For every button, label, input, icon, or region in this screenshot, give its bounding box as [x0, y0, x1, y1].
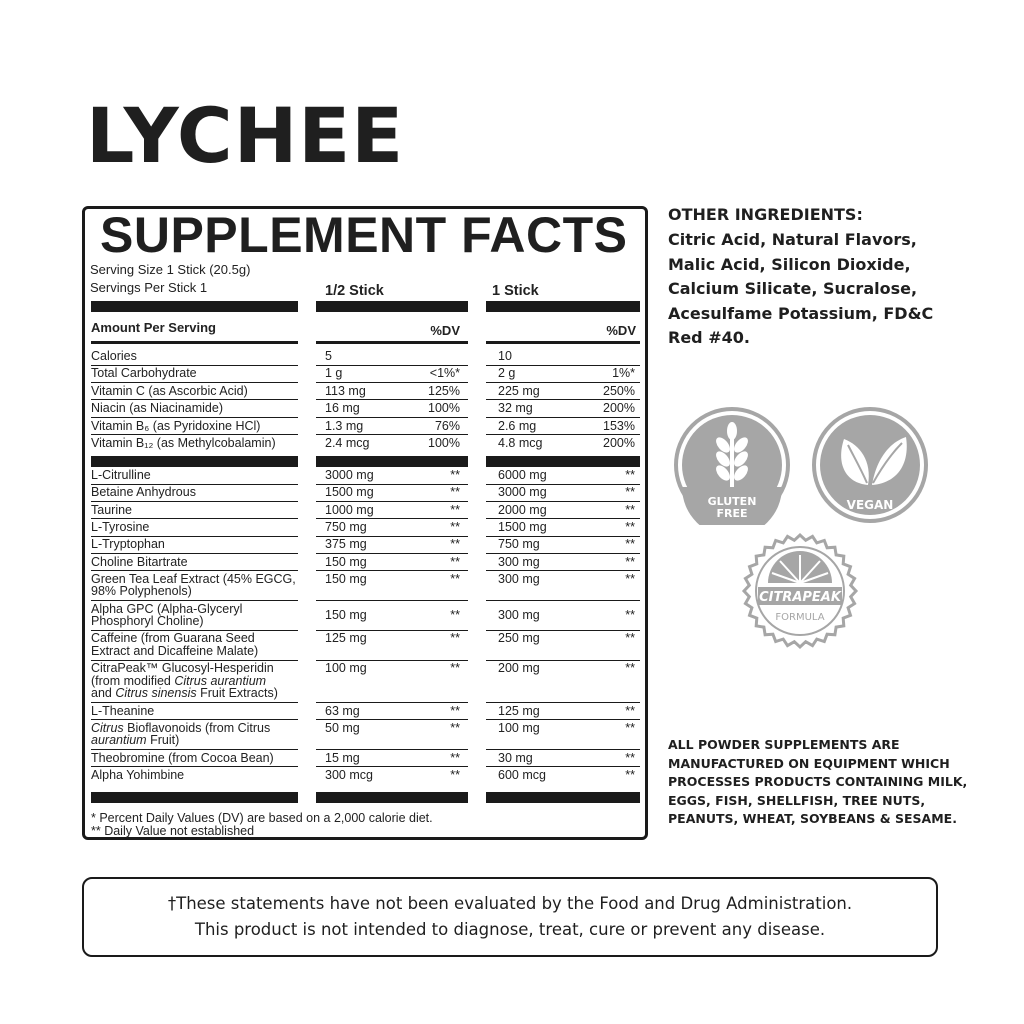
ingredient-half-dv: **	[450, 485, 460, 500]
column-half-stick: 1/2 Stick	[325, 283, 384, 299]
vitamin-full-amount: 2.6 mg	[498, 418, 537, 433]
flavor-title: LYCHEE	[86, 91, 405, 180]
divider-line	[91, 341, 298, 344]
ingredient-half-amount: 150 mg	[325, 571, 367, 586]
divider-bar	[316, 792, 468, 803]
ingredient-name-line: L-Citrulline	[91, 468, 151, 482]
ingredient-half-amount: 3000 mg	[325, 468, 374, 482]
ingredient-full-amount: 1500 mg	[498, 519, 547, 534]
vitamin-full-amount: 32 mg	[498, 401, 533, 416]
row-divider	[91, 702, 298, 703]
ingredient-half-dv: **	[450, 502, 460, 517]
ingredient-half-amount: 63 mg	[325, 703, 360, 718]
row-divider	[486, 382, 640, 383]
vitamin-half-amount: 1.3 mg	[325, 418, 364, 433]
vitamin-half-amount: 113 mg	[325, 383, 366, 398]
ingredient-name-line: Green Tea Leaf Extract (45% EGCG,	[91, 571, 296, 586]
vitamin-half-amount: 5	[325, 349, 332, 363]
ingredient-half-dv: **	[450, 554, 460, 569]
ingredient-name	[91, 769, 306, 782]
vitamin-half-dv: 76%	[434, 418, 460, 433]
supplement-facts-title: SUPPLEMENT FACTS	[100, 207, 628, 263]
ingredient-name-line: Alpha Yohimbine	[91, 767, 185, 782]
row-divider	[486, 553, 640, 554]
vitamin-full-dv: 200%	[603, 436, 635, 450]
row-divider	[486, 434, 640, 435]
ingredient-half-amount: 750 mg	[325, 519, 367, 534]
ingredient-name-line: (from modified Citrus aurantium	[91, 673, 267, 688]
ingredient-half-dv: **	[450, 750, 460, 765]
ingredient-full-dv: **	[625, 468, 635, 482]
ingredient-half-amount: 15 mg	[325, 750, 360, 765]
ingredient-full-amount: 300 mg	[498, 607, 540, 622]
ingredient-name-line: Citrus Bioflavonoids (from Citrus	[91, 720, 271, 735]
ingredient-full-dv: **	[625, 519, 635, 534]
disclaimer-line-2: This product is not intended to diagnose, treat, cure or prevent any disease.	[194, 920, 826, 939]
ingredient-full-amount: 250 mg	[498, 631, 540, 646]
ingredient-full-dv: **	[625, 537, 635, 552]
vitamin-half-amount: 16 mg	[325, 401, 360, 416]
divider-bar	[486, 792, 640, 803]
ingredient-full-dv: **	[625, 703, 635, 718]
ingredient-half-dv: **	[450, 720, 460, 735]
row-divider	[486, 600, 640, 601]
row-divider	[486, 749, 640, 750]
ingredient-name	[91, 632, 306, 657]
ingredient-half-amount: 150 mg	[325, 607, 367, 622]
ingredient-full-dv: **	[625, 502, 635, 517]
divider-bar	[316, 301, 468, 312]
ingredient-name-line: Extract and Dicaffeine Malate)	[91, 643, 259, 658]
row-divider	[316, 399, 468, 400]
vegan-label: VEGAN	[846, 498, 894, 512]
divider-bar	[486, 301, 640, 312]
other-ingredients-text: Citric Acid, Natural Flavors, Malic Acid, Silicon Dioxide, Calcium Silicate, Sucralose, Acesulfame Potassium, FD&C Red #40.	[668, 230, 934, 347]
row-divider	[91, 417, 298, 418]
row-divider	[91, 382, 298, 383]
ingredient-half-amount: 50 mg	[325, 720, 360, 735]
ingredient-full-amount: 600 mcg	[498, 767, 546, 782]
ingredient-name	[91, 752, 306, 765]
gluten-label-2: FREE	[716, 507, 748, 520]
ingredient-name	[91, 538, 306, 551]
ingredient-name	[91, 486, 306, 499]
row-divider	[316, 702, 468, 703]
row-divider	[91, 434, 298, 435]
row-divider	[486, 417, 640, 418]
ingredient-full-amount: 300 mg	[498, 571, 540, 586]
vitamin-full-amount: 10	[498, 349, 512, 363]
divider-line	[316, 341, 468, 344]
row-divider	[316, 434, 468, 435]
ingredient-half-dv: **	[450, 631, 460, 646]
divider-bar	[91, 456, 298, 467]
ingredient-name-line: L-Tryptophan	[91, 537, 165, 552]
ingredient-half-dv: **	[450, 468, 460, 482]
vitamin-name: Calories	[91, 349, 137, 363]
vitamin-half-amount: 1 g	[325, 366, 343, 381]
divider-bar	[486, 456, 640, 467]
ingredient-name-line: Phosphoryl Choline)	[91, 614, 204, 629]
vitamin-full-dv: 1%*	[612, 366, 635, 381]
ingredient-name	[91, 573, 306, 598]
ingredient-name	[91, 556, 306, 569]
vitamin-name: Vitamin B₁₂ (as Methylcobalamin)	[91, 436, 276, 450]
row-divider	[316, 749, 468, 750]
ingredient-full-dv: **	[625, 554, 635, 569]
ingredient-half-amount: 1000 mg	[325, 502, 374, 517]
vitamin-full-amount: 2 g	[498, 366, 516, 381]
dv-label-full: %DV	[606, 323, 636, 338]
citrapeak-badge	[740, 531, 860, 651]
ingredient-half-dv: **	[450, 519, 460, 534]
ingredient-name-line: Taurine	[91, 502, 132, 517]
ingredient-name-line: L-Tyrosine	[91, 519, 150, 534]
citrapeak-label: CITRAPEAK	[759, 590, 841, 605]
ingredient-half-amount: 1500 mg	[325, 485, 374, 500]
row-divider	[316, 501, 468, 502]
row-divider	[316, 553, 468, 554]
vitamin-name: Vitamin B₆ (as Pyridoxine HCl)	[91, 418, 261, 433]
divider-bar	[316, 456, 468, 467]
amount-per-serving: Amount Per Serving	[91, 320, 216, 335]
vitamin-half-dv: 125%	[428, 383, 460, 398]
vitamin-half-amount: 2.4 mcg	[325, 436, 370, 450]
vitamin-half-dv: <1%*	[429, 366, 460, 381]
ingredient-full-amount: 750 mg	[498, 537, 540, 552]
ingredient-name	[91, 705, 306, 718]
ingredient-name	[91, 521, 306, 534]
row-divider	[316, 365, 468, 366]
ingredient-half-amount: 300 mcg	[325, 767, 373, 782]
gluten-label-1: GLUTEN	[707, 495, 757, 508]
row-divider	[316, 417, 468, 418]
ingredient-half-amount: 125 mg	[325, 631, 367, 646]
ingredient-full-dv: **	[625, 720, 635, 735]
row-divider	[486, 501, 640, 502]
row-divider	[91, 399, 298, 400]
row-divider	[486, 365, 640, 366]
vitamin-full-amount: 4.8 mcg	[498, 436, 543, 450]
dv-label-half: %DV	[430, 323, 460, 338]
vitamin-full-dv: 200%	[603, 401, 635, 416]
row-divider	[316, 382, 468, 383]
servings-per: Servings Per Stick 1	[90, 280, 208, 295]
ingredient-half-dv: **	[450, 537, 460, 552]
ingredient-name-line: CitraPeak™ Glucosyl-Hesperidin	[91, 661, 274, 676]
ingredient-name	[91, 504, 306, 517]
ingredient-full-amount: 125 mg	[498, 703, 540, 718]
ingredient-name	[91, 722, 306, 747]
row-divider	[486, 399, 640, 400]
gluten-free-badge	[672, 405, 792, 525]
footnote-dv: * Percent Daily Values (DV) are based on a 2,000 calorie diet.	[91, 811, 433, 825]
vitamin-half-dv: 100%	[428, 401, 460, 416]
vitamin-name: Vitamin C (as Ascorbic Acid)	[91, 383, 248, 398]
row-divider	[486, 702, 640, 703]
vitamin-half-dv: 100%	[428, 436, 460, 450]
vitamin-full-dv: 153%	[603, 418, 635, 433]
ingredient-full-amount: 200 mg	[498, 661, 540, 676]
ingredient-full-amount: 300 mg	[498, 554, 540, 569]
ingredient-name-line: and Citrus sinensis Fruit Extracts)	[91, 686, 278, 701]
ingredient-half-amount: 100 mg	[325, 661, 367, 676]
ingredient-name-line: L-Theanine	[91, 703, 155, 718]
fda-disclaimer	[82, 877, 938, 957]
vitamin-name: Niacin (as Niacinamide)	[91, 401, 223, 416]
ingredient-half-dv: **	[450, 767, 460, 782]
ingredient-name-line: 98% Polyphenols)	[91, 584, 192, 599]
disclaimer-line-1: †These statements have not been evaluated by the Food and Drug Administration.	[167, 894, 853, 913]
vitamin-name: Total Carbohydrate	[91, 366, 197, 381]
ingredient-name	[91, 603, 306, 628]
formula-label: FORMULA	[775, 612, 825, 623]
serving-size: Serving Size 1 Stick (20.5g)	[90, 262, 251, 277]
vitamin-full-dv: 250%	[603, 383, 635, 398]
ingredient-full-amount: 3000 mg	[498, 485, 547, 500]
ingredient-half-amount: 150 mg	[325, 554, 367, 569]
ingredient-full-amount: 100 mg	[498, 720, 540, 735]
divider-line	[486, 341, 640, 344]
ingredient-full-amount: 30 mg	[498, 750, 533, 765]
column-full-stick: 1 Stick	[492, 283, 539, 299]
ingredient-half-dv: **	[450, 661, 460, 676]
ingredient-name-line: Alpha GPC (Alpha-Glyceryl	[91, 601, 243, 616]
ingredient-half-dv: **	[450, 607, 460, 622]
ingredient-half-dv: **	[450, 703, 460, 718]
ingredient-full-dv: **	[625, 750, 635, 765]
ingredient-full-amount: 2000 mg	[498, 502, 547, 517]
ingredient-full-dv: **	[625, 767, 635, 782]
ingredient-full-amount: 6000 mg	[498, 468, 547, 482]
ingredient-name-line: aurantium Fruit)	[91, 733, 180, 748]
row-divider	[91, 553, 298, 554]
ingredient-full-dv: **	[625, 631, 635, 646]
ingredient-full-dv: **	[625, 661, 635, 676]
allergen-statement: ALL POWDER SUPPLEMENTS ARE MANUFACTURED ON EQUIPMENT WHICH PROCESSES PRODUCTS CONTAINING MILK, EGGS, FISH, SHELLFISH, TREE NUTS, PEANUTS, WHEAT, SOYBEANS & SESAME.	[668, 737, 968, 827]
row-divider	[91, 749, 298, 750]
ingredient-name-line: Caffeine (from Guarana Seed	[91, 631, 255, 646]
ingredient-half-amount: 375 mg	[325, 537, 367, 552]
ingredient-name-line: Theobromine (from Cocoa Bean)	[91, 750, 274, 765]
row-divider	[91, 501, 298, 502]
ingredient-name-line: Betaine Anhydrous	[91, 485, 196, 500]
ingredient-full-dv: **	[625, 607, 635, 622]
footnote-not-established: ** Daily Value not established	[91, 824, 255, 838]
other-ingredients-heading: OTHER INGREDIENTS:	[668, 205, 863, 224]
vitamin-full-amount: 225 mg	[498, 383, 540, 398]
ingredient-name	[91, 469, 306, 482]
ingredient-name	[91, 662, 306, 700]
divider-bar	[91, 792, 298, 803]
ingredient-name-line: Choline Bitartrate	[91, 554, 188, 569]
ingredient-full-dv: **	[625, 485, 635, 500]
row-divider	[316, 600, 468, 601]
vegan-badge	[810, 405, 930, 525]
row-divider	[91, 365, 298, 366]
row-divider	[91, 600, 298, 601]
ingredient-half-dv: **	[450, 571, 460, 586]
ingredient-full-dv: **	[625, 571, 635, 586]
divider-bar	[91, 301, 298, 312]
